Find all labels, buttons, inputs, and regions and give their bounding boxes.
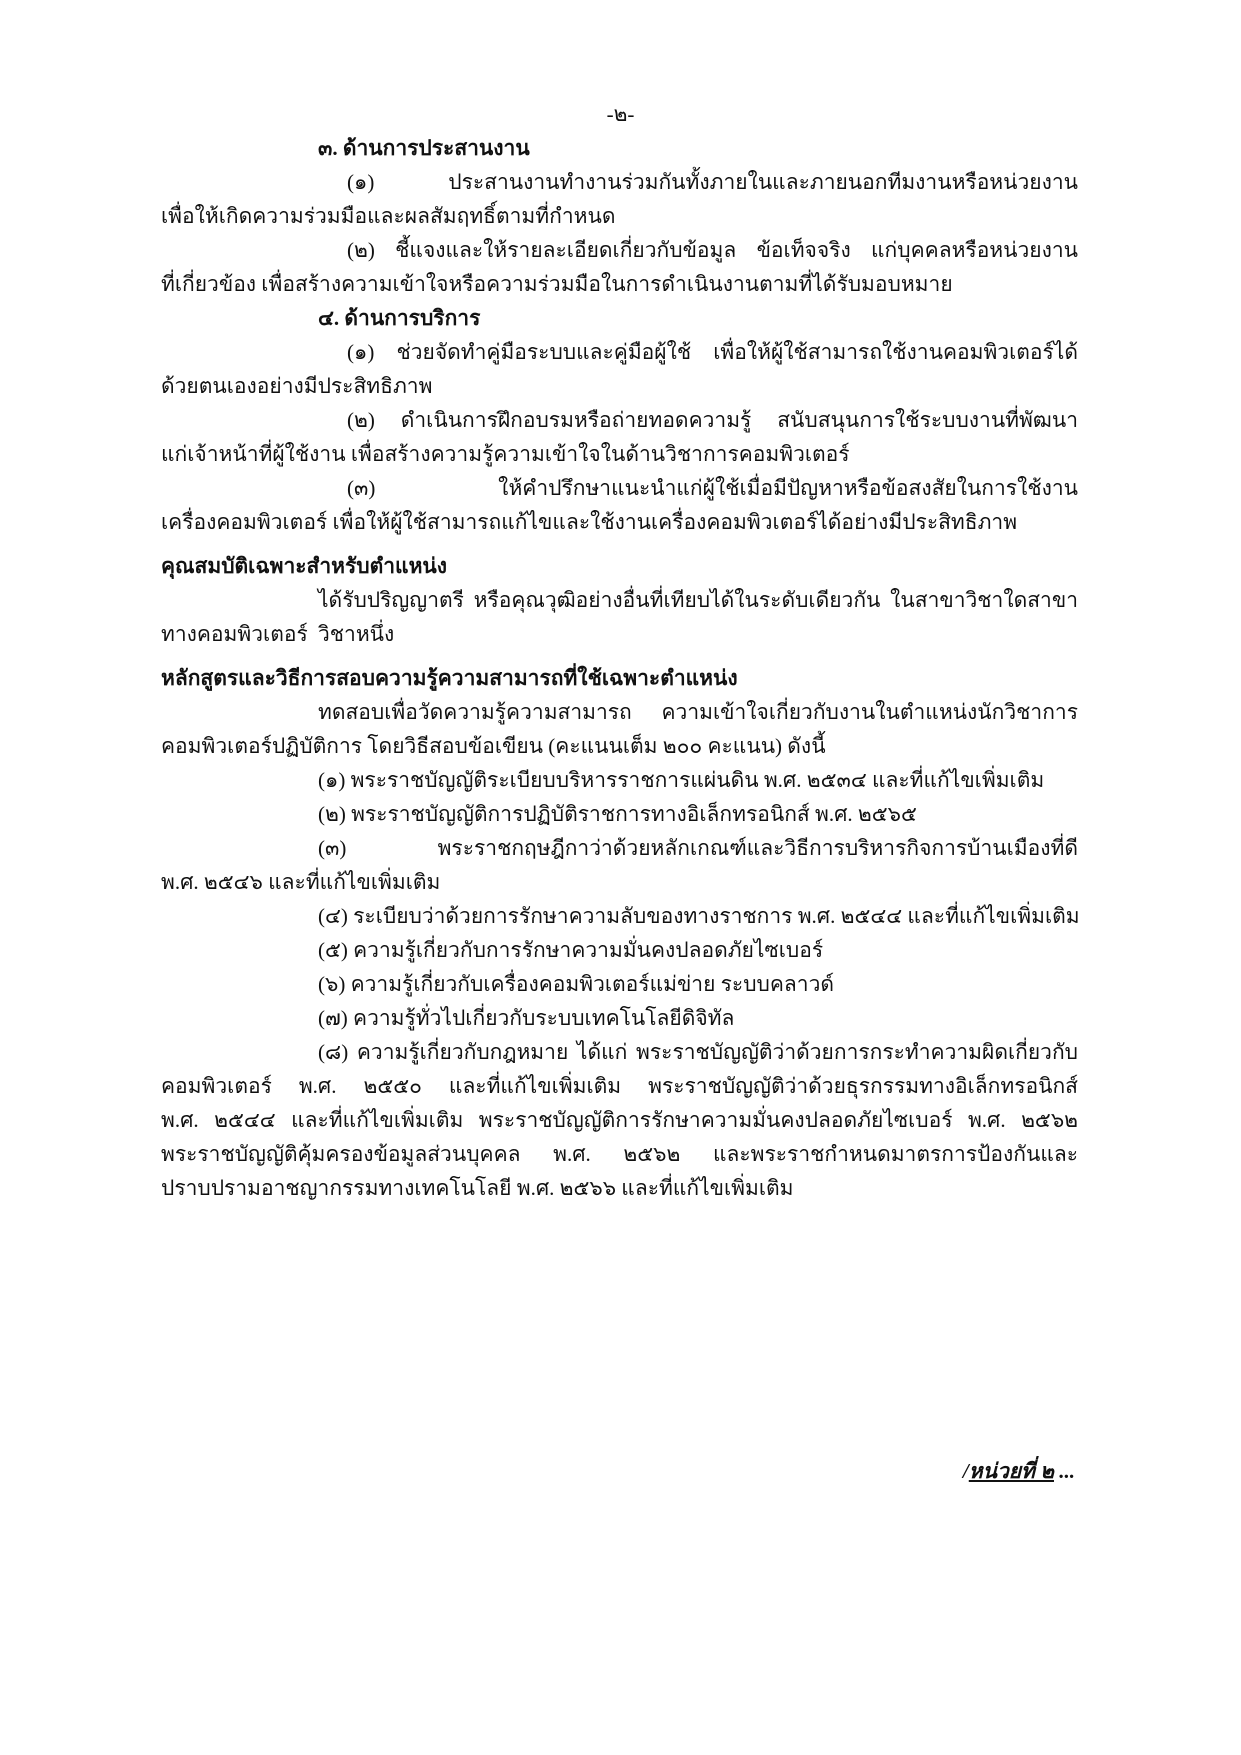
- paragraph-line: ทดสอบเพื่อวัดความรู้ความสามารถ ความเข้าใจเกี่ยวกับงานในตำแหน่งนักวิชาการ: [318, 700, 1078, 724]
- next-section-label: หน่วยที่ ๒: [968, 1459, 1054, 1483]
- paragraph-line: (๑) ประสานงานทำงานร่วมกันทั้งภายในและภายนอกทีมงานหรือหน่วยงาน: [347, 170, 1078, 194]
- paragraph-line: (๑) ช่วยจัดทำคู่มือระบบและคู่มือผู้ใช้ เพื่อให้ผู้ใช้สามารถใช้งานคอมพิวเตอร์ได้: [347, 340, 1078, 364]
- continuation-note: [963, 1455, 1075, 1488]
- list-item: (๘) ความรู้เกี่ยวกับกฎหมาย ได้แก่ พระราชบัญญัติว่าด้วยการกระทำความผิดเกี่ยวกับ: [318, 1040, 1078, 1064]
- paragraph-line: (๒) ชี้แจงและให้รายละเอียดเกี่ยวกับข้อมูล ข้อเท็จจริง แก่บุคคลหรือหน่วยงาน: [347, 238, 1078, 262]
- paragraph-line: คอมพิวเตอร์ปฏิบัติการ โดยวิธีสอบข้อเขียน (คะแนนเต็ม ๒๐๐ คะแนน) ดังนี้: [161, 734, 826, 758]
- list-item-continued: คอมพิวเตอร์ พ.ศ. ๒๕๕๐ และที่แก้ไขเพิ่มเติม พระราชบัญญัติว่าด้วยธุรกรรมทางอิเล็กทรอนิกส์: [161, 1074, 1078, 1098]
- list-item: (๖) ความรู้เกี่ยวกับเครื่องคอมพิวเตอร์แม่ข่าย ระบบคลาวด์: [318, 972, 835, 996]
- qualifications-heading: คุณสมบัติเฉพาะสำหรับตำแหน่ง: [161, 554, 448, 578]
- paragraph-line: ทางคอมพิวเตอร์: [161, 622, 308, 646]
- list-item-continued: พระราชบัญญัติคุ้มครองข้อมูลส่วนบุคคล พ.ศ. ๒๕๖๒ และพระราชกำหนดมาตรการป้องกันและ: [161, 1142, 1078, 1166]
- paragraph-line: เพื่อให้เกิดความร่วมมือและผลสัมฤทธิ์ตามที่กำหนด: [161, 204, 616, 228]
- list-item-continued: ปราบปรามอาชญากรรมทางเทคโนโลยี พ.ศ. ๒๕๖๖ และที่แก้ไขเพิ่มเติม: [161, 1176, 794, 1200]
- paragraph-line: แก่เจ้าหน้าที่ผู้ใช้งาน เพื่อสร้างความรู้ความเข้าใจในด้านวิชาการคอมพิวเตอร์: [161, 442, 850, 466]
- curriculum-heading: หลักสูตรและวิธีการสอบความรู้ความสามารถที่ใช้เฉพาะตำแหน่ง: [161, 666, 738, 690]
- list-item: (๔) ระเบียบว่าด้วยการรักษาความลับของทางราชการ พ.ศ. ๒๕๔๔ และที่แก้ไขเพิ่มเติม: [318, 904, 1080, 928]
- list-item: (๕) ความรู้เกี่ยวกับการรักษาความมั่นคงปลอดภัยไซเบอร์: [318, 938, 824, 962]
- list-item-continued: พ.ศ. ๒๕๔๔ และที่แก้ไขเพิ่มเติม พระราชบัญญัติการรักษาความมั่นคงปลอดภัยไซเบอร์ พ.ศ. ๒๕๖๒: [161, 1108, 1078, 1132]
- paragraph-line: ด้วยตนเองอย่างมีประสิทธิภาพ: [161, 374, 433, 398]
- paragraph-line: ได้รับปริญญาตรี หรือคุณวุฒิอย่างอื่นที่เทียบได้ในระดับเดียวกัน ในสาขาวิชาใดสาขาวิชาหนึ่ง: [318, 588, 1078, 646]
- paragraph-line: ที่เกี่ยวข้อง เพื่อสร้างความเข้าใจหรือความร่วมมือในการดำเนินงานตามที่ได้รับมอบหมาย: [161, 272, 953, 296]
- paragraph-line: (๒) ดำเนินการฝึกอบรมหรือถ่ายทอดความรู้ สนับสนุนการใช้ระบบงานที่พัฒนา: [347, 408, 1078, 432]
- list-item: (๗) ความรู้ทั่วไปเกี่ยวกับระบบเทคโนโลยีดิจิทัล: [318, 1006, 735, 1030]
- list-item: (๓) พระราชกฤษฎีกาว่าด้วยหลักเกณฑ์และวิธีการบริหารกิจการบ้านเมืองที่ดี: [318, 836, 1078, 860]
- section-heading-coordination: ๓. ด้านการประสานงาน: [318, 136, 530, 160]
- paragraph-line: (๓) ให้คำปรึกษาแนะนำแก่ผู้ใช้เมื่อมีปัญหาหรือข้อสงสัยในการใช้งาน: [347, 476, 1078, 500]
- page-number: -๒-: [606, 102, 635, 126]
- list-item: (๒) พระราชบัญญัติการปฏิบัติราชการทางอิเล็กทรอนิกส์ พ.ศ. ๒๕๖๕: [318, 802, 917, 826]
- section-heading-service: ๔. ด้านการบริการ: [318, 306, 481, 330]
- footer-ellipsis: ...: [1054, 1459, 1075, 1483]
- list-item-continued: พ.ศ. ๒๕๔๖ และที่แก้ไขเพิ่มเติม: [161, 870, 441, 894]
- list-item: (๑) พระราชบัญญัติระเบียบบริหารราชการแผ่นดิน พ.ศ. ๒๕๓๔ และที่แก้ไขเพิ่มเติม: [318, 768, 1045, 792]
- footer-slash: /: [962, 1459, 969, 1483]
- paragraph-line: เครื่องคอมพิวเตอร์ เพื่อให้ผู้ใช้สามารถแก้ไขและใช้งานเครื่องคอมพิวเตอร์ได้อย่างมีประสิทธิภาพ: [161, 510, 1018, 534]
- document-body: [161, 131, 1078, 1205]
